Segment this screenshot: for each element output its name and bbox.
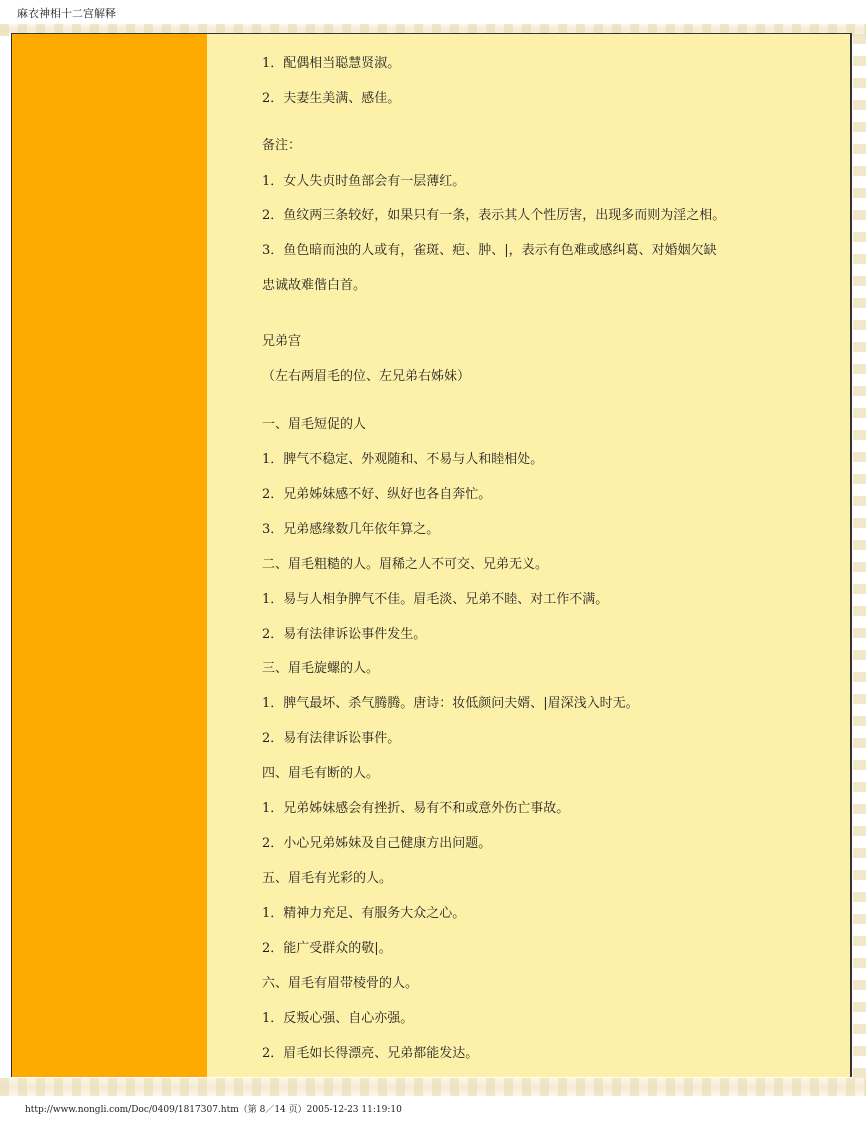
text-line: 2．易有法律诉讼事件。 (262, 731, 401, 746)
text-line: （左右两眉毛的位、左兄弟右姊妹） (262, 369, 471, 384)
text-line: 2．鱼纹两三条较好，如果只有一条，表示其人个性厉害，出现多而则为淫之相。 (262, 208, 726, 223)
text-line: 1．易与人相争脾气不佳。眉毛淡、兄弟不睦、对工作不满。 (262, 592, 609, 607)
subsection-heading: 三、眉毛旋螺的人。 (262, 661, 380, 676)
decorative-right-border (853, 34, 866, 1078)
page-header: 麻衣神相十二宫解释 (17, 7, 116, 20)
text-line: 2．小心兄弟姊妹及自己健康方出问题。 (262, 836, 492, 851)
text-line: 3．兄弟感缘数几年依年算之。 (262, 522, 440, 537)
subsection-heading: 四、眉毛有断的人。 (262, 766, 380, 781)
page-footer: http://www.nongli.com/Doc/0409/1817307.htm（第 8／14 页）2005-12-23 11:19:10 (25, 1105, 402, 1115)
text-line: 1．配偶相当聪慧贤淑。 (262, 56, 401, 71)
text-line: 1．脾气最坏、杀气腾腾。唐诗：妆低颜问夫婿、|眉深浅入时无。 (262, 696, 639, 711)
document-frame (11, 33, 852, 1077)
text-line: 1．兄弟姊妹感会有挫折、易有不和或意外伤亡事故。 (262, 801, 570, 816)
text-line: 3．鱼色暗而浊的人或有，雀斑、疤、肿、|，表示有色难或感纠葛、对婚姻欠缺 (262, 243, 717, 258)
text-line: 2．夫妻生美满、感佳。 (262, 91, 401, 106)
text-line: 1．脾气不稳定、外观随和、不易与人和睦相处。 (262, 452, 544, 467)
subsection-heading: 二、眉毛粗糙的人。眉稀之人不可交、兄弟无义。 (262, 557, 549, 572)
content-panel (207, 34, 850, 1077)
subsection-heading: 五、眉毛有光彩的人。 (262, 871, 393, 886)
text-line: 2．易有法律诉讼事件发生。 (262, 627, 427, 642)
section-heading: 兄弟宫 (262, 334, 302, 349)
decorative-bottom-border (0, 1078, 866, 1096)
text-line: 1．反叛心强、自心亦强。 (262, 1011, 414, 1026)
text-line: 1．女人失贞时鱼部会有一层薄红。 (262, 174, 466, 189)
note-heading: 备注： (262, 138, 302, 153)
text-line: 忠诚故难偕白首。 (262, 278, 367, 293)
text-line: 2．能广受群众的敬|。 (262, 941, 392, 956)
text-line: 2．兄弟姊妹感不好、纵好也各自奔忙。 (262, 487, 492, 502)
text-line: 2．眉毛如长得漂亮、兄弟都能发达。 (262, 1046, 479, 1061)
subsection-heading: 六、眉毛有眉带棱骨的人。 (262, 976, 419, 991)
left-color-bar (12, 34, 207, 1077)
subsection-heading: 一、眉毛短促的人 (262, 417, 367, 432)
text-line: 1．精神力充足、有服务大众之心。 (262, 906, 466, 921)
